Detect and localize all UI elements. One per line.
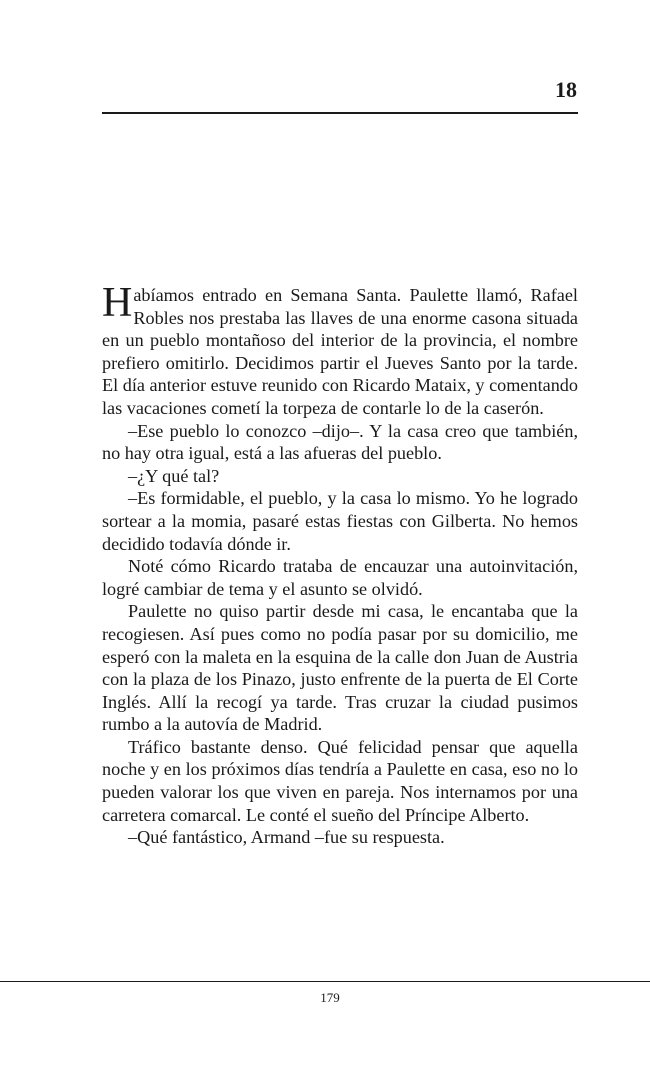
chapter-rule [102, 112, 578, 114]
paragraph-5: Noté cómo Ricardo trataba de encauzar una autoinvitación, logré cambiar de tema y el asunto se olvidó. [102, 556, 578, 599]
paragraph-3: –¿Y qué tal? [128, 465, 220, 486]
footer-rule [0, 981, 650, 982]
paragraph-6: Paulette no quiso partir desde mi casa, le encantaba que la recogiesen. Así pues como no podía pasar por su domicilio, me esperó con la maleta en la esquina de la calle don Juan de Austria con la plaza de los Pinazo, justo enfrente de la puerta de El Corte Inglés. Allí la recogí ya tarde. Tras cruzar la ciudad pusimos rumbo a la autovía de Madrid. [102, 601, 578, 735]
paragraph-4: –Es formidable, el pueblo, y la casa lo mismo. Yo he logrado sortear a la momia, pasaré estas fiestas con Gilberta. No hemos decidido todavía dónde ir. [102, 488, 578, 554]
body-text [102, 280, 578, 849]
paragraph-7: Tráfico bastante denso. Qué felicidad pensar que aquella noche y en los próximos días tendría a Paulette en casa, eso no lo pueden valorar los que viven en pareja. Nos internamos por una carretera comarcal. Le conté el sueño del Príncipe Alberto. [102, 736, 578, 825]
page-number: 179 [320, 990, 340, 1005]
paragraph-1 [102, 280, 578, 420]
paragraph-8: –Qué fantástico, Armand –fue su respuesta. [128, 827, 445, 848]
paragraph-2: –Ese pueblo lo conozco –dijo–. Y la casa creo que también, no hay otra igual, está a las afueras del pueblo. [102, 420, 578, 464]
paragraph-1-text: abíamos entrado en Semana Santa. Paulette llamó, Rafael Robles nos prestaba las llaves de una enorme casona situada en un pueblo montañoso del interior de la provincia, el nombre prefiero omitirlo. Decidimos partir el Jueves Santo por la tarde. El día anterior estuve reunido con Ricardo Mataix, y comentando las vacaciones cometí la torpeza de contarle lo de la caserón. [102, 285, 578, 418]
drop-cap: H [102, 280, 133, 326]
chapter-number: 18 [555, 77, 577, 102]
